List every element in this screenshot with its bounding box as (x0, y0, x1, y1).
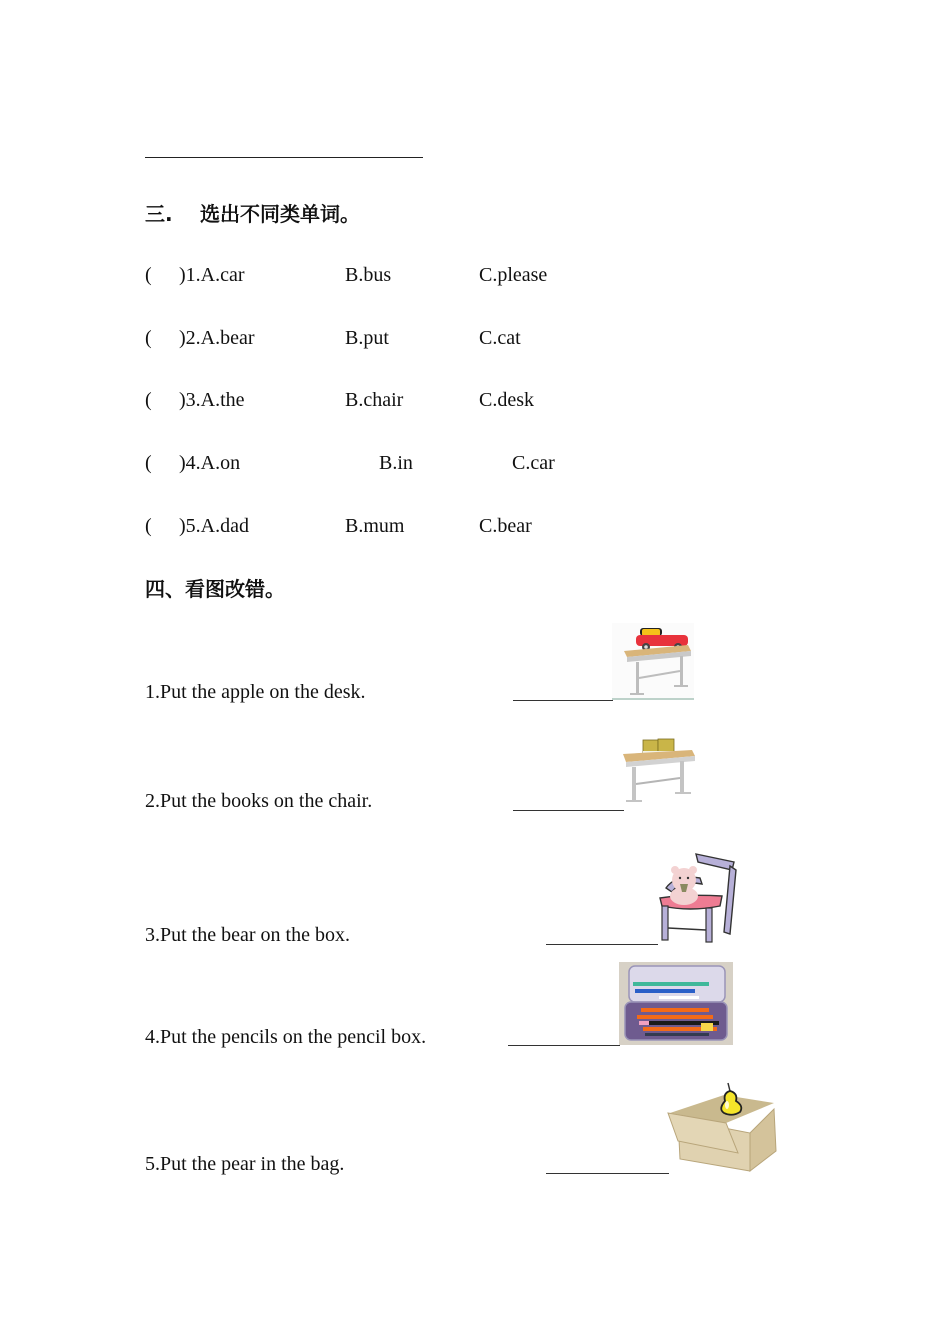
answer-blank-3[interactable] (546, 944, 658, 945)
correction-sentence-2: 2.Put the books on the chair. (145, 790, 373, 812)
section4-title: 四、看图改错。 (145, 577, 285, 601)
answer-bracket[interactable]: ( (145, 389, 152, 411)
option-c: C.car (512, 452, 555, 474)
pencils-in-pencil-box-picture (619, 962, 733, 1045)
option-b: B.bus (345, 264, 392, 286)
answer-bracket[interactable]: ( (145, 264, 152, 286)
answer-bracket[interactable]: ( (145, 327, 152, 349)
answer-blank-1[interactable] (513, 700, 613, 701)
option-b: B.put (345, 327, 389, 349)
option-b: B.chair (345, 389, 404, 411)
option-a: )4.A.on (179, 452, 241, 474)
answer-line-top (145, 157, 423, 158)
correction-sentence-3: 3.Put the bear on the box. (145, 924, 350, 946)
answer-blank-4[interactable] (508, 1045, 620, 1046)
option-c: C.bear (479, 515, 532, 537)
option-a: )1.A.car (179, 264, 245, 286)
answer-blank-5[interactable] (546, 1173, 669, 1174)
option-a: )3.A.the (179, 389, 245, 411)
option-b: B.in (379, 452, 413, 474)
answer-blank-2[interactable] (513, 810, 624, 811)
option-c: C.please (479, 264, 548, 286)
answer-bracket[interactable]: ( (145, 515, 152, 537)
answer-bracket[interactable]: ( (145, 452, 152, 474)
correction-sentence-5: 5.Put the pear in the bag. (145, 1153, 345, 1175)
section3-number: 三. (145, 202, 173, 226)
option-a: )5.A.dad (179, 515, 249, 537)
correction-sentence-1: 1.Put the apple on the desk. (145, 681, 366, 703)
section3-title: 选出不同类单词。 (200, 202, 360, 226)
car-on-desk-picture (612, 623, 694, 700)
option-a: )2.A.bear (179, 327, 255, 349)
pear-on-box-picture (666, 1079, 778, 1173)
option-c: C.desk (479, 389, 534, 411)
option-b: B.mum (345, 515, 405, 537)
bear-on-chair-picture (656, 848, 740, 946)
books-on-desk-picture (620, 734, 700, 810)
correction-sentence-4: 4.Put the pencils on the pencil box. (145, 1026, 427, 1048)
option-c: C.cat (479, 327, 521, 349)
